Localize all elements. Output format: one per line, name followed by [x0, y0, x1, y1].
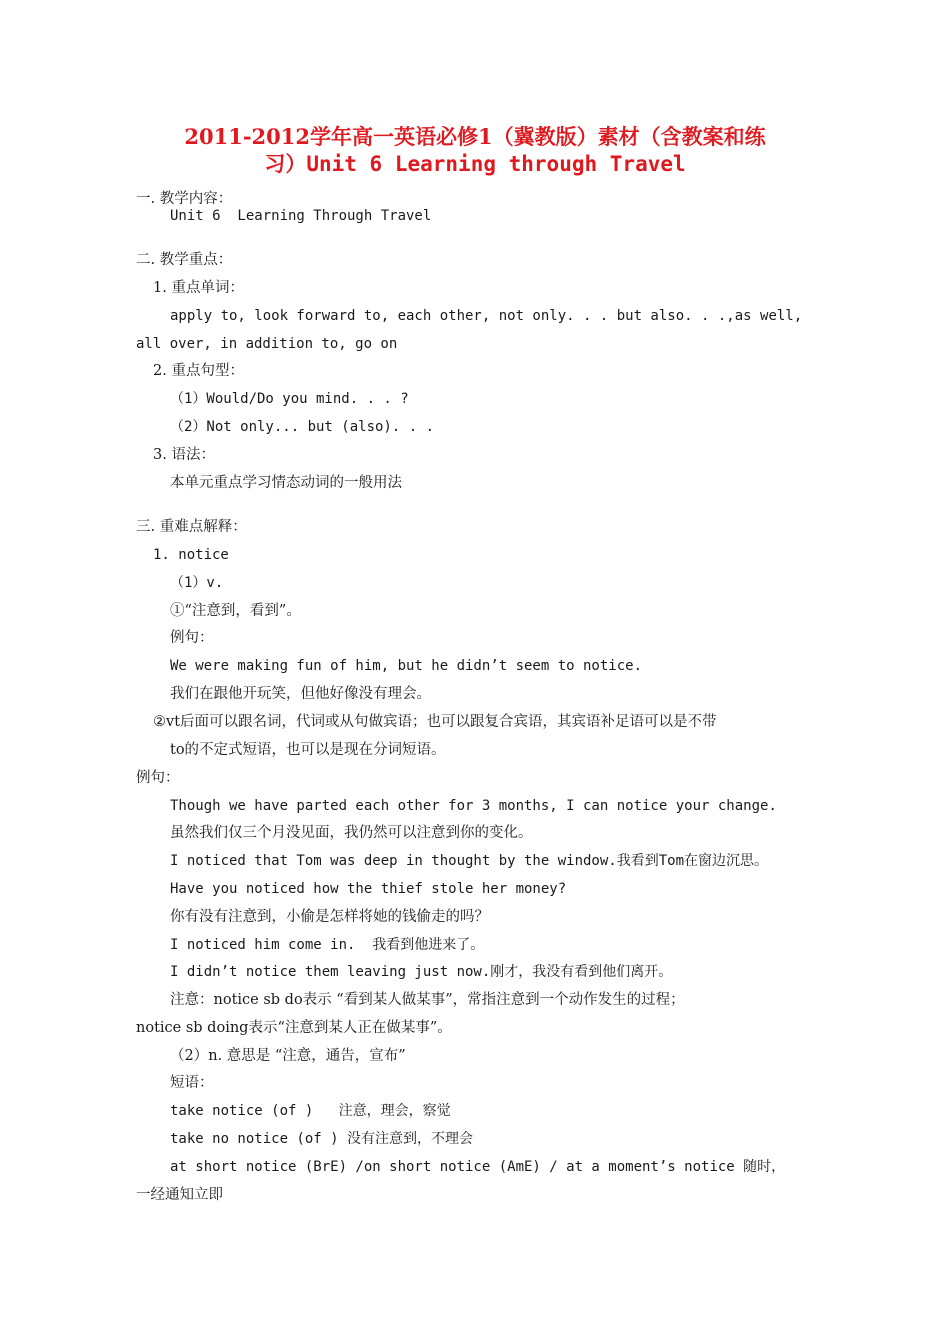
document-title-line-1: 2011-2012学年高一英语必修1（冀教版）素材（含教案和练	[184, 124, 766, 149]
example-3: I noticed that Tom was deep in thought by the window.我看到Tom在窗边沉思。	[170, 853, 769, 869]
key-words-line-2: all over, in addition to, go on	[136, 336, 398, 352]
notice-point-1: ①“注意到，看到”。	[170, 603, 301, 619]
example-1-english: We were making fun of him, but he didn’t seem to notice.	[170, 658, 643, 674]
example-5: I noticed him come in. 我看到他进来了。	[170, 937, 485, 953]
section-1-content: Unit 6 Learning Through Travel	[170, 208, 432, 224]
example-4-chinese: 你有没有注意到，小偷是怎样将她的钱偷走的吗？	[170, 909, 489, 925]
document-title-line-2: 习）Unit 6 Learning through Travel	[264, 152, 686, 176]
example-1-chinese: 我们在跟他开玩笑，但他好像没有理会。	[170, 686, 431, 702]
phrase-3-line-2: 一经通知立即	[136, 1187, 223, 1203]
grammar-heading: 3. 语法：	[153, 447, 215, 463]
grammar-content: 本单元重点学习情态动词的一般用法	[170, 475, 402, 491]
example-6: I didn’t notice them leaving just now.刚才，我没有看到他们离开。	[170, 964, 673, 980]
notice-noun-label: （2）n. 意思是 “注意，通告，宣布”	[170, 1048, 406, 1064]
example-2-chinese: 虽然我们仅三个月没见面，我仍然可以注意到你的变化。	[170, 825, 533, 841]
notice-heading: 1. notice	[153, 547, 229, 563]
key-sentence-1: （1）Would/Do you mind. . . ?	[170, 391, 409, 407]
phrase-1: take notice (of ) 注意，理会，察觉	[170, 1103, 451, 1119]
key-words-line-1: apply to, look forward to, each other, not only. . . but also. . .,as well,	[170, 308, 803, 324]
note-line-2: notice sb doing表示“注意到某人正在做某事”。	[136, 1020, 452, 1036]
section-3-heading: 三. 重难点解释：	[136, 519, 247, 535]
key-sentences-heading: 2. 重点句型：	[153, 363, 244, 379]
notice-verb-label: （1）v.	[170, 575, 224, 591]
phrase-label: 短语：	[170, 1075, 214, 1091]
example-2-english: Though we have parted each other for 3 months, I can notice your change.	[170, 798, 777, 814]
phrase-3-line-1: at short notice (BrE) /on short notice (AmE) / at a moment’s notice 随时，	[170, 1159, 786, 1175]
key-sentence-2: （2）Not only... but (also). . .	[170, 419, 435, 435]
example-4-english: Have you noticed how the thief stole her money?	[170, 881, 567, 897]
note-line-1: 注意：notice sb do表示 “看到某人做某事”，常指注意到一个动作发生的过程；	[170, 992, 685, 1008]
key-words-heading: 1. 重点单词：	[153, 280, 244, 296]
example-label: 例句：	[170, 630, 214, 646]
example-label-2: 例句：	[136, 770, 180, 786]
section-1-heading: 一. 教学内容：	[136, 191, 233, 207]
section-2-heading: 二. 教学重点：	[136, 252, 233, 268]
notice-point-2-line-2: to的不定式短语，也可以是现在分词短语。	[170, 742, 446, 758]
notice-point-2-line-1: ②vt后面可以跟名词，代词或从句做宾语；也可以跟复合宾语，其宾语补足语可以是不带	[153, 714, 717, 730]
phrase-2: take no notice (of ) 没有注意到，不理会	[170, 1131, 474, 1147]
